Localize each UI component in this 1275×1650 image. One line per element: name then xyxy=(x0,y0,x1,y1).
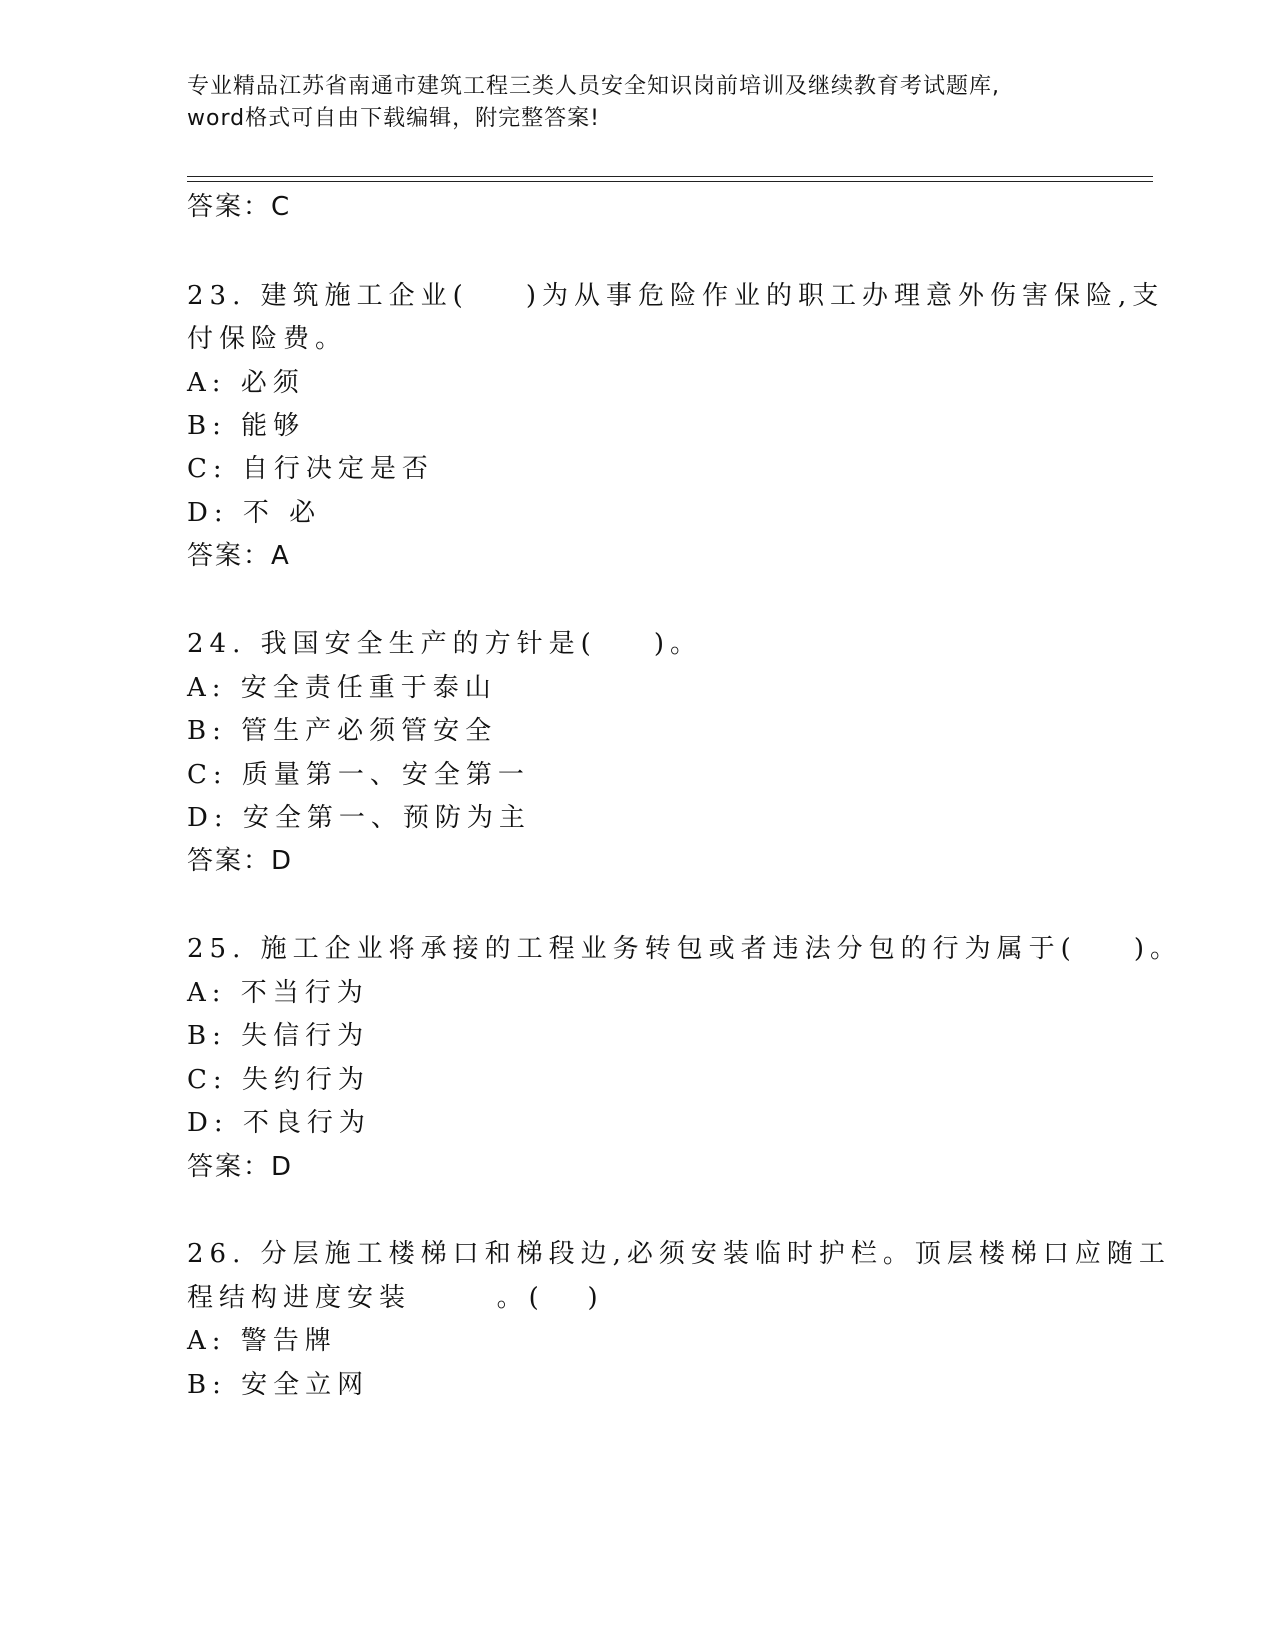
header-line-2: word格式可自由下载编辑，附完整答案! xyxy=(187,106,600,131)
option-d: D: 安全第一、预防为主 xyxy=(187,803,531,833)
option-c: C: 自行决定是否 xyxy=(187,454,434,484)
option-c: C: 质量第一、安全第一 xyxy=(187,760,530,790)
option-b: B: 安全立网 xyxy=(187,1370,370,1400)
option-b: B: 管生产必须管安全 xyxy=(187,716,498,746)
question-stem: 23. 建筑施工企业( )为从事危险作业的职工办理意外伤害保险,支 xyxy=(187,281,1165,311)
question-stem: 程结构进度安装 。( ) xyxy=(187,1283,604,1313)
option-d: D: 不 必 xyxy=(187,498,322,528)
answer: 答案：D xyxy=(187,1152,294,1182)
answer: 答案：D xyxy=(187,846,294,876)
question-stem: 26. 分层施工楼梯口和梯段边,必须安装临时护栏。顶层楼梯口应随工 xyxy=(187,1239,1171,1269)
answer: 答案：A xyxy=(187,541,291,571)
answer-previous: 答案：C xyxy=(187,192,292,222)
header-divider-top xyxy=(187,176,1153,177)
question-stem: 付保险费。 xyxy=(187,324,348,354)
option-a: A: 警告牌 xyxy=(187,1326,337,1356)
option-b: B: 能够 xyxy=(187,411,306,441)
question-stem: 24. 我国安全生产的方针是( )。 xyxy=(187,629,702,659)
option-d: D: 不良行为 xyxy=(187,1108,371,1138)
option-a: A: 不当行为 xyxy=(187,978,369,1008)
option-a: A: 必须 xyxy=(187,368,305,398)
option-a: A: 安全责任重于泰山 xyxy=(187,673,497,703)
header-divider-bottom xyxy=(187,181,1153,182)
option-c: C: 失约行为 xyxy=(187,1065,370,1095)
header-line-1: 专业精品江苏省南通市建筑工程三类人员安全知识岗前培训及继续教育考试题库, xyxy=(187,74,1000,99)
question-stem: 25. 施工企业将承接的工程业务转包或者违法分包的行为属于( )。 xyxy=(187,934,1182,964)
option-b: B: 失信行为 xyxy=(187,1021,370,1051)
